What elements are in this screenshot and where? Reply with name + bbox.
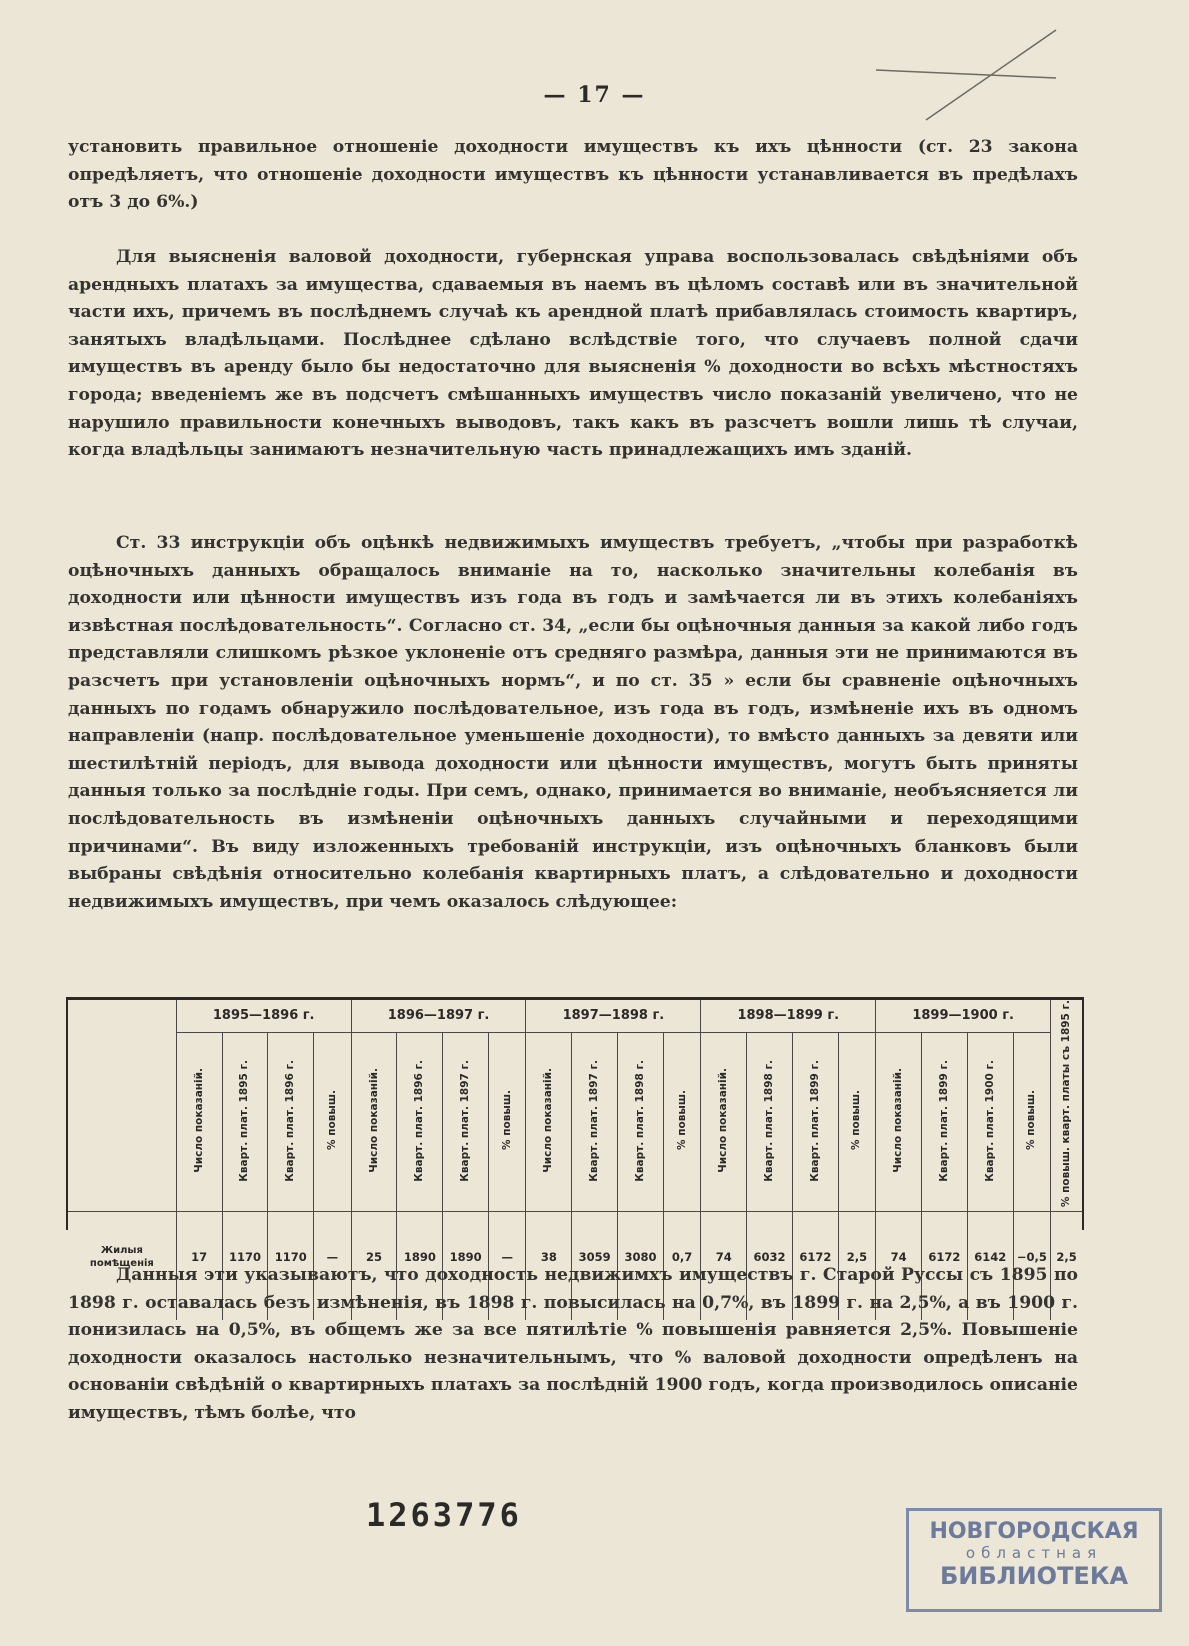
- total-header: % повыш. кварт. платы съ 1895 г.: [1051, 1000, 1082, 1212]
- year-header: 1895—1896 г.: [176, 1000, 351, 1032]
- column-header: Число показаній.: [176, 1032, 222, 1211]
- table-cell: 25: [351, 1212, 397, 1303]
- table-cell: 74: [701, 1212, 747, 1303]
- year-header: 1899—1900 г.: [876, 1000, 1051, 1032]
- table-cell: −0,5: [1013, 1212, 1050, 1303]
- column-header: Кварт. плат. 1896 г.: [268, 1032, 314, 1211]
- table-cell-total: 2,5: [1051, 1212, 1082, 1303]
- table-cell: 1170: [268, 1212, 314, 1303]
- table-cell: 1890: [397, 1212, 443, 1303]
- row-label: Жилыя помѣщенія: [89, 1245, 154, 1270]
- library-stamp-line3: БИБЛИОТЕКА: [939, 1562, 1129, 1590]
- corner-cell: [68, 1032, 176, 1211]
- column-header: Кварт. плат. 1895 г.: [222, 1032, 268, 1211]
- table-cell: —: [314, 1212, 351, 1303]
- column-header: Число показаній.: [526, 1032, 572, 1211]
- column-header: Кварт. плат. 1898 г.: [618, 1032, 664, 1211]
- column-header: % повыш.: [489, 1032, 526, 1211]
- table-cell: 38: [526, 1212, 572, 1303]
- column-header: Кварт. плат. 1899 г.: [922, 1032, 968, 1211]
- library-stamp-line1: НОВГОРОДСКАЯ: [929, 1519, 1139, 1544]
- column-header: % повыш.: [838, 1032, 875, 1211]
- table-cell: 3080: [618, 1212, 664, 1303]
- table-cell: —: [489, 1212, 526, 1303]
- column-header: Кварт. плат. 1900 г.: [967, 1032, 1013, 1211]
- table-cell: 3059: [572, 1212, 618, 1303]
- column-header: % повыш.: [1013, 1032, 1050, 1211]
- column-header: Кварт. плат. 1897 г.: [443, 1032, 489, 1211]
- table-cell: 1170: [222, 1212, 268, 1303]
- library-stamp-line2: областная: [965, 1544, 1103, 1562]
- paragraph-1: установить правильное отношеніе доходности имуществъ къ ихъ цѣнности (ст. 23 закона опредѣляетъ, что отношеніе доходности имуществъ къ цѣнности устанавливается въ предѣлахъ отъ 3 до 6%.): [68, 137, 1078, 213]
- inventory-number: 1263776: [366, 1496, 522, 1534]
- column-header-row: [68, 1032, 1082, 1211]
- year-header: 1896—1897 г.: [351, 1000, 526, 1032]
- column-header: Кварт. плат. 1897 г.: [572, 1032, 618, 1211]
- table-cell: 2,5: [838, 1212, 875, 1303]
- column-header: Число показаній.: [876, 1032, 922, 1211]
- year-header-row: [68, 1000, 1082, 1032]
- table-cell: 1890: [443, 1212, 489, 1303]
- table-cell: 6142: [967, 1212, 1013, 1303]
- corner-cell: [68, 1000, 176, 1032]
- column-header: Кварт. плат. 1896 г.: [397, 1032, 443, 1211]
- column-header: Кварт. плат. 1899 г.: [792, 1032, 838, 1211]
- column-header: % повыш.: [314, 1032, 351, 1211]
- paragraph-4: Данныя эти указываютъ, что доходность недвижимхъ имуществъ г. Старой Руссы съ 1895 по 1898 г. оставалась безъ измѣненія, въ 1898 г. повысилась на 0,7%, въ 1899 г. на 2,5%, а въ 1900 г. понизилась на 0,5%, въ общемъ же за все пятилѣтіе % повышенія равняется 2,5%. Повышеніе доходности оказалось настолько незначительнымъ, что % валовой доходности опредѣленъ на основаніи свѣдѣній о квартирныхъ платахъ за послѣдній 1900 годъ, когда производилось описаніе имуществъ, тѣмъ болѣе, что: [68, 1265, 1078, 1423]
- year-header: 1898—1899 г.: [701, 1000, 876, 1032]
- column-header: Число показаній.: [701, 1032, 747, 1211]
- table-cell: 6172: [922, 1212, 968, 1303]
- table-cell: 6172: [792, 1212, 838, 1303]
- paragraph-2: Для выясненія валовой доходности, губернская управа воспользовалась свѣдѣніями объ арендныхъ платахъ за имущества, сдаваемыя въ наемъ въ цѣломъ составѣ или въ значительной части ихъ, причемъ въ послѣднемъ случаѣ къ арендной платѣ прибавлялась стоимость квартиръ, занятыхъ владѣльцами. Послѣднее сдѣлано вслѣдствіе того, что случаевъ полной сдачи имуществъ въ аренду было бы недостаточно для выясненія % доходности во всѣхъ мѣстностяхъ города; введеніемъ же въ подсчетъ смѣшанныхъ имуществъ число показаній увеличено, что не нарушило правильности конечныхъ выводовъ, такъ какъ въ разсчетъ вошли лишь тѣ случаи, когда владѣльцы занимаютъ незначительную часть принадлежащихъ имъ зданій.: [68, 247, 1078, 461]
- year-header: 1897—1898 г.: [526, 1000, 701, 1032]
- rent-table: [66, 997, 1084, 1270]
- library-stamp: [906, 1508, 1162, 1612]
- column-header: % повыш.: [663, 1032, 700, 1211]
- pencil-mark: [866, 20, 1066, 130]
- page-number: — 17 —: [543, 82, 646, 108]
- table-cell: 74: [876, 1212, 922, 1303]
- column-header: Число показаній.: [351, 1032, 397, 1211]
- table-cell: 6032: [747, 1212, 793, 1303]
- table-cell: 0,7: [663, 1212, 700, 1303]
- column-header: Кварт. плат. 1898 г.: [747, 1032, 793, 1211]
- table-cell: 17: [176, 1212, 222, 1303]
- paragraph-3: Ст. 33 инструкціи объ оцѣнкѣ недвижимыхъ имуществъ требуетъ, „чтобы при разработкѣ оцѣночныхъ данныхъ обращалось вниманіе на то, насколько значительны колебанія въ доходности или цѣнности имуществъ изъ года въ годъ и замѣчается ли въ этихъ колебаніяхъ извѣстная послѣдовательность“. Согласно ст. 34, „если бы оцѣночныя данныя за какой либо годъ представляли слишкомъ рѣзкое уклоненіе отъ средняго размѣра, данныя эти не принимаются въ разсчетъ при установленіи оцѣночныхъ нормъ“, и по ст. 35 » если бы сравненіе оцѣночныхъ данныхъ по годамъ обнаружило послѣдовательное, изъ года въ годъ, измѣненіе ихъ въ одномъ направленіи (напр. послѣдовательное уменьшеніе доходности), то вмѣсто данныхъ за девяти или шестилѣтній періодъ, для вывода доходности или цѣнности имуществъ, могутъ быть приняты данныя только за послѣдніе годы. При семъ, однако, принимается во вниманіе, необъясняется ли послѣдовательность въ измѣненіи оцѣночныхъ данныхъ случайными и переходящими причинами“. Въ виду изложенныхъ требованій инструкціи, изъ оцѣночныхъ бланковъ были выбраны свѣдѣнія относительно колебанія квартирныхъ платъ, а слѣдовательно и доходности недвижимыхъ имуществъ, при чемъ оказалось слѣдующее:: [68, 533, 1078, 912]
